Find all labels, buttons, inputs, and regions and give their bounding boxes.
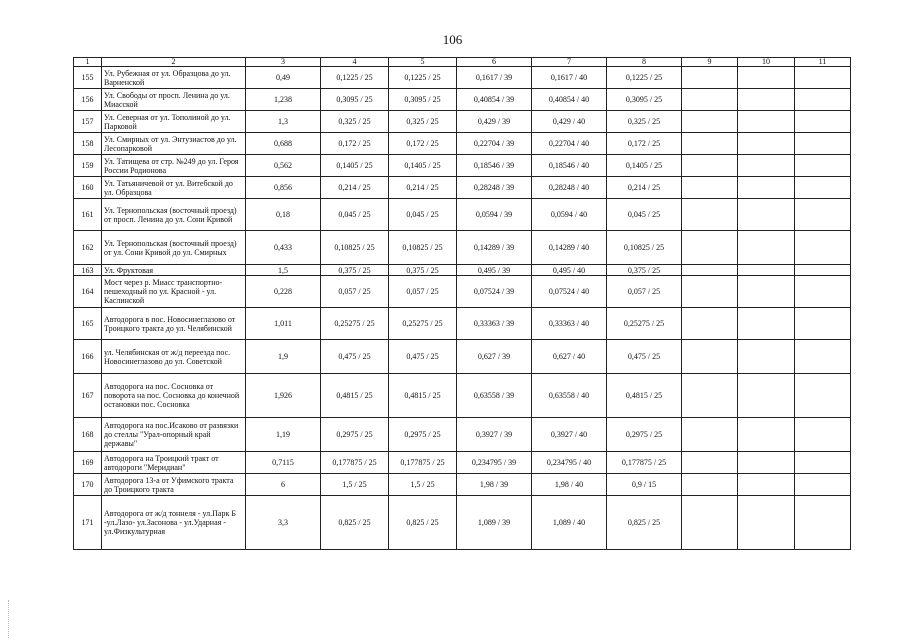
empty-cell — [682, 308, 738, 340]
table-row — [74, 374, 851, 418]
column-header: 7 — [532, 58, 607, 67]
empty-cell — [795, 452, 851, 474]
table-row — [74, 89, 851, 111]
length-cell: 3,3 — [246, 496, 321, 550]
value-cell: 0,429 / 39 — [457, 111, 532, 133]
row-number: 163 — [74, 265, 102, 276]
empty-cell — [795, 474, 851, 496]
road-name: Автодорога в пос. Новосинеглазово от Троицкого тракта до ул. Челябинской — [102, 308, 246, 340]
value-cell: 0,28248 / 40 — [532, 177, 607, 199]
length-cell: 0,18 — [246, 199, 321, 231]
value-cell: 0,214 / 25 — [607, 177, 682, 199]
empty-cell — [795, 308, 851, 340]
value-cell: 0,63558 / 39 — [457, 374, 532, 418]
value-cell: 0,40854 / 39 — [457, 89, 532, 111]
table-row — [74, 340, 851, 374]
value-cell: 0,07524 / 39 — [457, 276, 532, 308]
table-row — [74, 308, 851, 340]
value-cell: 1,98 / 40 — [532, 474, 607, 496]
road-name: Ул. Татищева от стр. №249 до ул. Героя России Родионова — [102, 155, 246, 177]
empty-cell — [795, 199, 851, 231]
table-row — [74, 418, 851, 452]
value-cell: 1,089 / 39 — [457, 496, 532, 550]
value-cell: 0,1225 / 25 — [607, 67, 682, 89]
length-cell: 1,5 — [246, 265, 321, 276]
scan-margin-marks — [8, 600, 11, 638]
table-row — [74, 452, 851, 474]
empty-cell — [795, 67, 851, 89]
value-cell: 0,1225 / 25 — [321, 67, 389, 89]
length-cell: 0,688 — [246, 133, 321, 155]
empty-cell — [795, 496, 851, 550]
value-cell: 1,5 / 25 — [321, 474, 389, 496]
road-name: Автодорога на Троицкий тракт от автодороги "Меридиан" — [102, 452, 246, 474]
empty-cell — [682, 276, 738, 308]
column-header: 5 — [389, 58, 457, 67]
row-number: 161 — [74, 199, 102, 231]
table-row — [74, 177, 851, 199]
value-cell: 0,25275 / 25 — [321, 308, 389, 340]
empty-cell — [682, 177, 738, 199]
value-cell: 0,475 / 25 — [389, 340, 457, 374]
value-cell: 0,177875 / 25 — [321, 452, 389, 474]
empty-cell — [795, 418, 851, 452]
empty-cell — [682, 265, 738, 276]
value-cell: 0,177875 / 25 — [607, 452, 682, 474]
value-cell: 0,234795 / 39 — [457, 452, 532, 474]
column-header: 2 — [102, 58, 246, 67]
row-number: 165 — [74, 308, 102, 340]
value-cell: 0,0594 / 39 — [457, 199, 532, 231]
value-cell: 0,375 / 25 — [607, 265, 682, 276]
road-name: Ул. Свободы от просп. Ленина до ул. Миасской — [102, 89, 246, 111]
table-row — [74, 133, 851, 155]
road-name: Автодорога на пос. Сосновка от поворота на пос. Сосновка до конечной остановки пос. Сосновка — [102, 374, 246, 418]
row-number: 162 — [74, 231, 102, 265]
table-row — [74, 199, 851, 231]
value-cell: 0,10825 / 25 — [389, 231, 457, 265]
value-cell: 0,1405 / 25 — [321, 155, 389, 177]
empty-cell — [795, 340, 851, 374]
empty-cell — [738, 89, 795, 111]
road-name: Мост через р. Миасс транспортно-пешеходный по ул. Красной - ул. Каслинской — [102, 276, 246, 308]
column-header: 6 — [457, 58, 532, 67]
value-cell: 0,22704 / 40 — [532, 133, 607, 155]
road-name: Автодорога на пос.Исаково от развязки до стеллы "Урал-опорный край державы" — [102, 418, 246, 452]
length-cell: 0,49 — [246, 67, 321, 89]
row-number: 171 — [74, 496, 102, 550]
row-number: 160 — [74, 177, 102, 199]
empty-cell — [682, 231, 738, 265]
column-header: 11 — [795, 58, 851, 67]
column-header: 1 — [74, 58, 102, 67]
value-cell: 0,3095 / 25 — [321, 89, 389, 111]
value-cell: 0,25275 / 25 — [607, 308, 682, 340]
value-cell: 0,627 / 40 — [532, 340, 607, 374]
value-cell: 0,325 / 25 — [321, 111, 389, 133]
empty-cell — [682, 89, 738, 111]
column-header: 8 — [607, 58, 682, 67]
column-header: 4 — [321, 58, 389, 67]
empty-cell — [738, 111, 795, 133]
page-number: 106 — [442, 32, 463, 47]
row-number: 166 — [74, 340, 102, 374]
table-row — [74, 474, 851, 496]
empty-cell — [795, 133, 851, 155]
empty-cell — [738, 308, 795, 340]
road-name: Ул. Татьяничевой от ул. Витебской до ул. Образцова — [102, 177, 246, 199]
value-cell: 1,5 / 25 — [389, 474, 457, 496]
value-cell: 0,627 / 39 — [457, 340, 532, 374]
table-row — [74, 276, 851, 308]
empty-cell — [682, 155, 738, 177]
value-cell: 0,057 / 25 — [389, 276, 457, 308]
road-name: Ул. Северная от ул. Тополиной до ул. Парковой — [102, 111, 246, 133]
road-name: ул. Челябинская от ж/д переезда пос. Новосинеглазово до ул. Советской — [102, 340, 246, 374]
value-cell: 0,325 / 25 — [607, 111, 682, 133]
value-cell: 0,045 / 25 — [607, 199, 682, 231]
empty-cell — [738, 374, 795, 418]
length-cell: 1,3 — [246, 111, 321, 133]
empty-cell — [795, 265, 851, 276]
value-cell: 0,10825 / 25 — [607, 231, 682, 265]
length-cell: 0,856 — [246, 177, 321, 199]
value-cell: 0,14289 / 39 — [457, 231, 532, 265]
value-cell: 0,057 / 25 — [321, 276, 389, 308]
value-cell: 0,0594 / 40 — [532, 199, 607, 231]
table-row — [74, 111, 851, 133]
row-number: 155 — [74, 67, 102, 89]
empty-cell — [738, 231, 795, 265]
row-number: 156 — [74, 89, 102, 111]
empty-cell — [738, 67, 795, 89]
value-cell: 0,22704 / 39 — [457, 133, 532, 155]
row-number: 159 — [74, 155, 102, 177]
road-name: Ул. Смирных от ул. Энтузиастов до ул. Лесопарковой — [102, 133, 246, 155]
value-cell: 0,825 / 25 — [321, 496, 389, 550]
length-cell: 0,7115 — [246, 452, 321, 474]
value-cell: 0,28248 / 39 — [457, 177, 532, 199]
empty-cell — [682, 474, 738, 496]
road-name: Ул. Тернопольская (восточный проезд) от ул. Сони Кривой до ул. Смирных — [102, 231, 246, 265]
value-cell: 0,63558 / 40 — [532, 374, 607, 418]
value-cell: 0,4815 / 25 — [321, 374, 389, 418]
value-cell: 0,214 / 25 — [389, 177, 457, 199]
value-cell: 0,495 / 40 — [532, 265, 607, 276]
row-number: 170 — [74, 474, 102, 496]
value-cell: 0,177875 / 25 — [389, 452, 457, 474]
table-row — [74, 265, 851, 276]
length-cell: 0,228 — [246, 276, 321, 308]
value-cell: 0,495 / 39 — [457, 265, 532, 276]
column-header: 10 — [738, 58, 795, 67]
value-cell: 0,1617 / 39 — [457, 67, 532, 89]
empty-cell — [738, 340, 795, 374]
length-cell: 0,433 — [246, 231, 321, 265]
empty-cell — [738, 452, 795, 474]
row-number: 158 — [74, 133, 102, 155]
value-cell: 0,375 / 25 — [321, 265, 389, 276]
length-cell: 1,926 — [246, 374, 321, 418]
empty-cell — [795, 276, 851, 308]
column-header: 9 — [682, 58, 738, 67]
value-cell: 0,1405 / 25 — [607, 155, 682, 177]
empty-cell — [795, 374, 851, 418]
empty-cell — [738, 155, 795, 177]
empty-cell — [682, 418, 738, 452]
table-header-row — [74, 58, 851, 67]
road-name: Ул. Фруктовая — [102, 265, 246, 276]
value-cell: 0,18546 / 39 — [457, 155, 532, 177]
empty-cell — [682, 374, 738, 418]
road-name: Автодорога от ж/д тоннеля - ул.Парк Б -ул.Лазо- ул.Засонова - ул.Ударная - ул.Физкультурная — [102, 496, 246, 550]
length-cell: 1,011 — [246, 308, 321, 340]
empty-cell — [682, 340, 738, 374]
empty-cell — [738, 474, 795, 496]
value-cell: 0,2975 / 25 — [321, 418, 389, 452]
empty-cell — [682, 67, 738, 89]
length-cell: 1,9 — [246, 340, 321, 374]
length-cell: 1,238 — [246, 89, 321, 111]
empty-cell — [795, 177, 851, 199]
value-cell: 0,14289 / 40 — [532, 231, 607, 265]
value-cell: 0,4815 / 25 — [389, 374, 457, 418]
value-cell: 0,825 / 25 — [389, 496, 457, 550]
empty-cell — [682, 452, 738, 474]
empty-cell — [738, 265, 795, 276]
empty-cell — [795, 155, 851, 177]
value-cell: 0,045 / 25 — [389, 199, 457, 231]
value-cell: 0,825 / 25 — [607, 496, 682, 550]
value-cell: 0,325 / 25 — [389, 111, 457, 133]
length-cell: 0,562 — [246, 155, 321, 177]
value-cell: 0,3927 / 40 — [532, 418, 607, 452]
value-cell: 0,3927 / 39 — [457, 418, 532, 452]
road-name: Ул. Тернопольская (восточный проезд) от просп. Ленина до ул. Сони Кривой — [102, 199, 246, 231]
empty-cell — [682, 199, 738, 231]
empty-cell — [738, 276, 795, 308]
empty-cell — [682, 111, 738, 133]
value-cell: 1,98 / 39 — [457, 474, 532, 496]
value-cell: 0,2975 / 25 — [389, 418, 457, 452]
value-cell: 0,172 / 25 — [607, 133, 682, 155]
value-cell: 0,07524 / 40 — [532, 276, 607, 308]
table-row — [74, 155, 851, 177]
road-name: Ул. Рубежная от ул. Образцова до ул. Варненской — [102, 67, 246, 89]
empty-cell — [682, 133, 738, 155]
value-cell: 0,40854 / 40 — [532, 89, 607, 111]
table-body — [74, 67, 851, 550]
value-cell: 0,3095 / 25 — [389, 89, 457, 111]
value-cell: 0,1225 / 25 — [389, 67, 457, 89]
table-row — [74, 67, 851, 89]
value-cell: 0,057 / 25 — [607, 276, 682, 308]
empty-cell — [738, 418, 795, 452]
value-cell: 0,10825 / 25 — [321, 231, 389, 265]
row-number: 164 — [74, 276, 102, 308]
value-cell: 0,475 / 25 — [321, 340, 389, 374]
length-cell: 6 — [246, 474, 321, 496]
value-cell: 0,3095 / 25 — [607, 89, 682, 111]
value-cell: 0,172 / 25 — [389, 133, 457, 155]
empty-cell — [682, 496, 738, 550]
value-cell: 0,475 / 25 — [607, 340, 682, 374]
length-cell: 1,19 — [246, 418, 321, 452]
value-cell: 0,18546 / 40 — [532, 155, 607, 177]
value-cell: 0,9 / 15 — [607, 474, 682, 496]
empty-cell — [795, 231, 851, 265]
empty-cell — [795, 89, 851, 111]
row-number: 167 — [74, 374, 102, 418]
value-cell: 0,1617 / 40 — [532, 67, 607, 89]
row-number: 168 — [74, 418, 102, 452]
road-name: Автодорога 13-а от Уфимского тракта до Троицкого тракта — [102, 474, 246, 496]
value-cell: 0,33363 / 40 — [532, 308, 607, 340]
empty-cell — [738, 496, 795, 550]
value-cell: 0,214 / 25 — [321, 177, 389, 199]
empty-cell — [738, 177, 795, 199]
value-cell: 0,375 / 25 — [389, 265, 457, 276]
value-cell: 0,25275 / 25 — [389, 308, 457, 340]
column-header: 3 — [246, 58, 321, 67]
empty-cell — [738, 199, 795, 231]
value-cell: 0,045 / 25 — [321, 199, 389, 231]
empty-cell — [795, 111, 851, 133]
value-cell: 0,429 / 40 — [532, 111, 607, 133]
value-cell: 0,2975 / 25 — [607, 418, 682, 452]
value-cell: 1,089 / 40 — [532, 496, 607, 550]
row-number: 169 — [74, 452, 102, 474]
value-cell: 0,4815 / 25 — [607, 374, 682, 418]
table-row — [74, 496, 851, 550]
value-cell: 0,172 / 25 — [321, 133, 389, 155]
value-cell: 0,1405 / 25 — [389, 155, 457, 177]
row-number: 157 — [74, 111, 102, 133]
value-cell: 0,234795 / 40 — [532, 452, 607, 474]
data-table — [73, 57, 851, 550]
value-cell: 0,33363 / 39 — [457, 308, 532, 340]
table-row — [74, 231, 851, 265]
empty-cell — [738, 133, 795, 155]
